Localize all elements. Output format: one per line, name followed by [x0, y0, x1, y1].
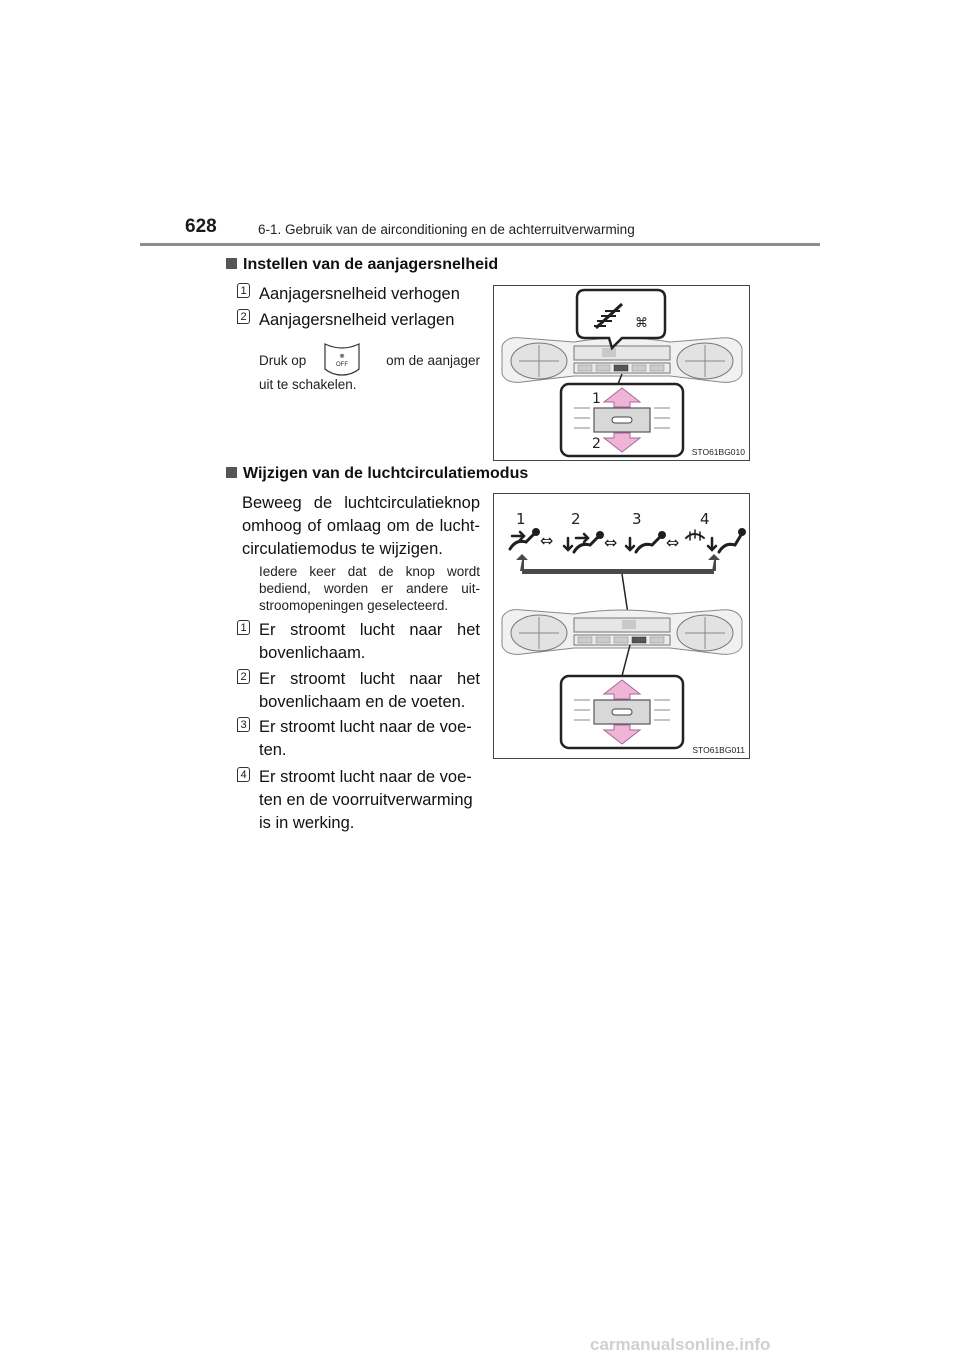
air-mode-illustration [494, 494, 749, 758]
fan-speed-illustration [494, 286, 749, 460]
section-heading-air-mode: Wijzigen van de luchtcirculatiemodus [226, 465, 528, 483]
watermark: carmanualsonline.info [590, 1335, 771, 1354]
air-mode-intro: Beweeg de luchtcirculatieknop omhoog of omlaag om de lucht-circulatiemodus te wijzigen. [242, 494, 480, 558]
svg-text:⇔: ⇔ [666, 533, 680, 552]
item-text: Er stroomt lucht naar het bovenlichaam en de voeten. [259, 670, 480, 711]
fan-symbol-icon: ⌘ [635, 316, 648, 331]
item-number: 4 [237, 767, 250, 782]
item-number: 2 [237, 309, 250, 324]
header-rule [140, 243, 820, 246]
item-number: 1 [237, 283, 250, 298]
section-heading-fan-speed: Instellen van de aanjagersnelheid [226, 256, 498, 274]
callout-1: 1 [592, 391, 601, 407]
item-text: Aanjagersnelheid verhogen [259, 285, 460, 303]
callout-3: 3 [632, 510, 642, 528]
svg-text:❋: ❋ [339, 354, 345, 360]
callout-4: 4 [700, 510, 710, 528]
callout-2: 2 [592, 436, 601, 452]
chapter-title: 6-1. Gebruik van de airconditioning en de achterruitverwarming [258, 222, 635, 237]
page-number: 628 [185, 216, 217, 237]
svg-text:⇔: ⇔ [604, 533, 618, 552]
face-feet-mode-icon [564, 533, 603, 553]
fan-off-note: Druk op [259, 353, 307, 368]
feet-defrost-mode-icon [686, 530, 745, 553]
fan-off-note-line2: uit te schakelen. [259, 377, 357, 392]
callout-1: 1 [516, 510, 526, 528]
off-button-icon [322, 342, 362, 376]
figure-code: STO61BG010 [691, 447, 745, 457]
callout-2: 2 [571, 510, 581, 528]
cycle-bar-icon [522, 569, 714, 574]
fan-off-note-continued: om de aanjager [386, 353, 480, 368]
figure-code: STO61BG011 [692, 745, 745, 755]
item-text: Aanjagersnelheid verlagen [259, 311, 455, 329]
item-number: 3 [237, 717, 250, 732]
svg-text:OFF: OFF [336, 362, 348, 368]
air-mode-note: Iedere keer dat de knop wordt bediend, worden er andere uit-stroomopeningen geselecteerd. [259, 564, 480, 613]
svg-text:⇔: ⇔ [540, 531, 554, 550]
item-number: 2 [237, 669, 250, 684]
feet-mode-icon [626, 533, 665, 553]
item-text: Er stroomt lucht naar de voe-ten en de voorruitverwarming is in werking. [259, 768, 473, 832]
section-bullet-icon [226, 258, 237, 269]
air-mode-figure [493, 493, 750, 759]
section-bullet-icon [226, 467, 237, 478]
fan-speed-figure [493, 285, 750, 461]
face-mode-icon [510, 530, 539, 550]
item-text: Er stroomt lucht naar het bovenlichaam. [259, 621, 480, 662]
item-text: Er stroomt lucht naar de voe-ten. [259, 718, 472, 759]
item-number: 1 [237, 620, 250, 635]
